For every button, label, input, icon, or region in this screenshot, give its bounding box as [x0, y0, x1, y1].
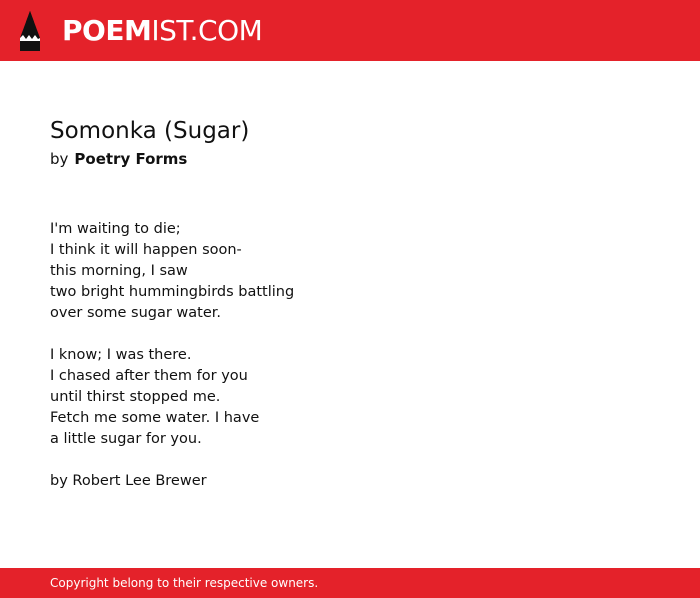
- collection-link[interactable]: Poetry Forms: [74, 150, 188, 168]
- poem-author-credit: by Robert Lee Brewer: [50, 473, 207, 489]
- copyright-notice: Copyright belong to their respective owners.: [50, 576, 319, 590]
- site-header: [0, 0, 700, 61]
- stanza-2: [50, 345, 650, 450]
- site-logo-text: [62, 10, 262, 52]
- poem-body: [50, 219, 650, 492]
- poem-line: I think it will happen soon-: [50, 242, 242, 258]
- byline: [50, 149, 650, 169]
- poem-title: Somonka (Sugar): [50, 118, 250, 144]
- poem-line: two bright hummingbirds battling: [50, 284, 295, 300]
- site-footer: [0, 568, 700, 598]
- site-logo-link[interactable]: [18, 10, 262, 52]
- poem-line: over some sugar water.: [50, 305, 222, 321]
- byline-prefix: by: [50, 150, 69, 168]
- poem-line: Fetch me some water. I have: [50, 410, 260, 426]
- poem-line: I know; I was there.: [50, 347, 192, 363]
- stanza-1: [50, 219, 650, 324]
- poem-line: I chased after them for you: [50, 368, 248, 384]
- poem-line: a little sugar for you.: [50, 431, 202, 447]
- poem-line: until thirst stopped me.: [50, 389, 221, 405]
- logo-text-bold: POEM: [62, 14, 152, 47]
- pencil-tip-icon: [18, 10, 42, 52]
- logo-text-light: IST.COM: [151, 14, 263, 47]
- poem-content: [50, 116, 650, 492]
- poem-line: I'm waiting to die;: [50, 221, 181, 237]
- poem-line: this morning, I saw: [50, 263, 188, 279]
